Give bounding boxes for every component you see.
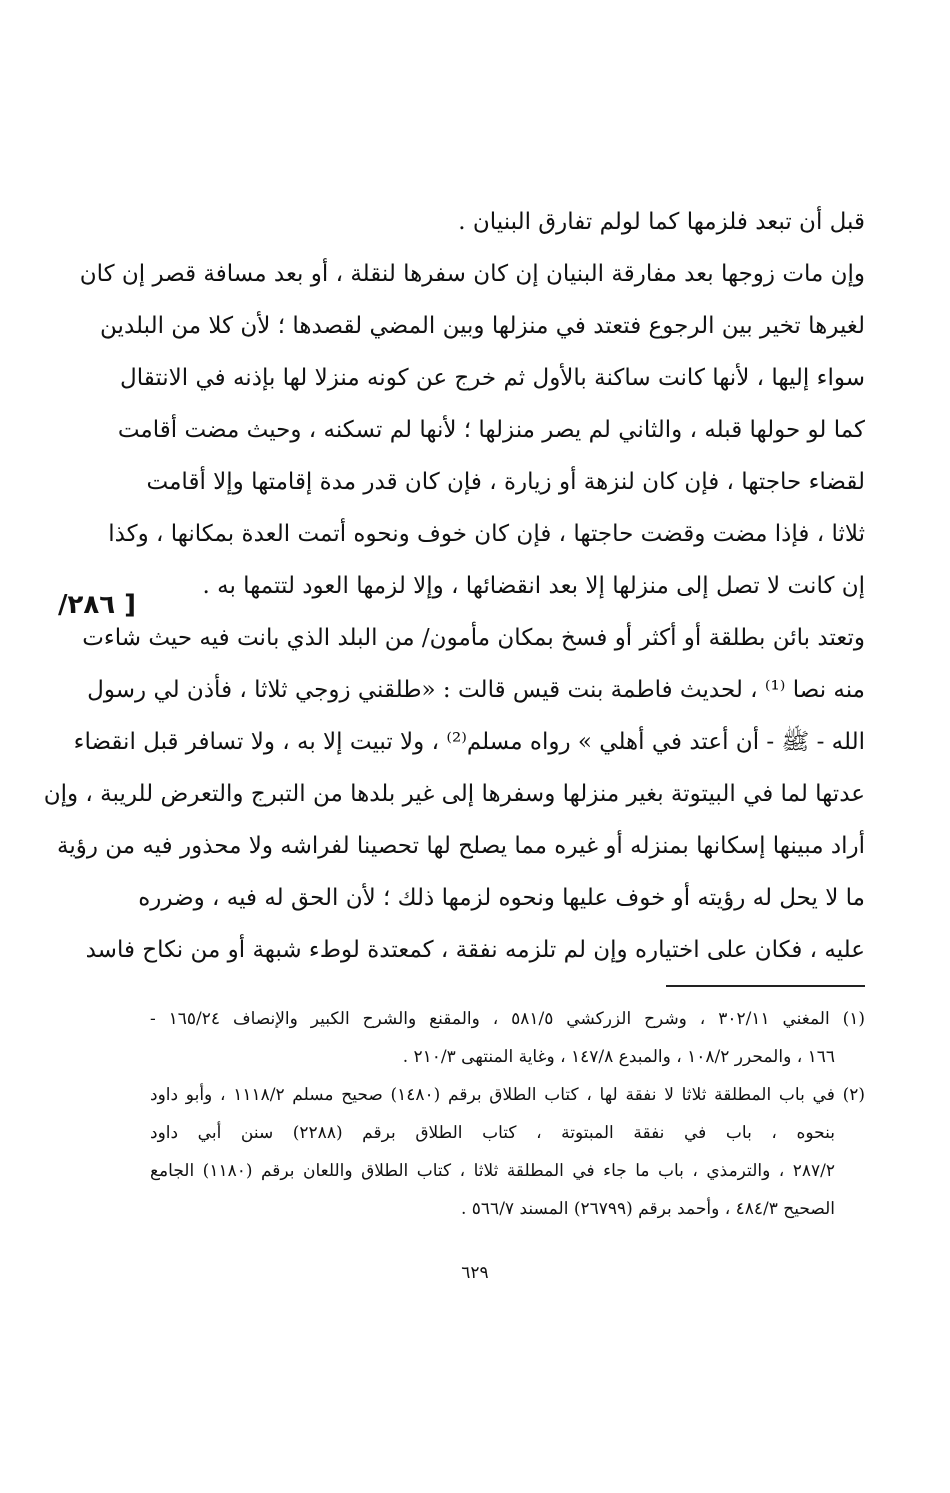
text-line: عدتها لما في البيتوتة بغير منزلها وسفرها إلى غير بلدها من التبرج والتعرض للريبة ، وإن [43,781,865,807]
footnote-line: (٢) في باب المطلقة ثلاثا لا نفقة لها ، كتاب الطلاق برقم (١٤٨٠) صحيح مسلم ١١١٨/٢ ، وأبو داود [150,1085,865,1105]
page-number: ٦٢٩ [461,1263,489,1283]
footnote-line: (١) المغني ٣٠٢/١١ ، وشرح الزركشي ٥٨١/٥ ، والمقنع والشرح الكبير والإنصاف ١٦٥/٢٤ - [150,1009,866,1029]
text-line: ثلاثا ، فإذا مضت وقضت حاجتها ، فإن كان خوف ونحوه أتمت العدة بمكانها ، وكذا [108,521,865,547]
text-line: قبل أن تبعد فلزمها كما لولم تفارق البنيان . [458,209,865,235]
footnote-divider [666,985,865,987]
text-line: عليه ، فكان على اختياره وإن لم تلزمه نفقة ، كمعتدة لوطء شبهة أو من نكاح فاسد [85,937,865,963]
text-line: منه نصا ⁽¹⁾ ، لحديث فاطمة بنت قيس قالت : «طلقني زوجي ثلاثا ، فأذن لي رسول [87,677,865,703]
text-line: لقضاء حاجتها ، فإن كان لنزهة أو زيارة ، فإن كان قدر مدة إقامتها وإلا أقامت [146,469,865,495]
footnote-line: بنحوه ، باب في نفقة المبتوتة ، كتاب الطلاق برقم (٢٢٨٨) سنن أبي داود [150,1123,835,1143]
footnote-line: ١٦٦ ، والمحرر ١٠٨/٢ ، والمبدع ١٤٧/٨ ، وغاية المنتهى ٢١٠/٣ . [402,1047,835,1067]
text-line: سواء إليها ، لأنها كانت ساكنة بالأول ثم خرج عن كونه منزلا لها بإذنه في الانتقال [119,365,865,391]
text-line: وتعتد بائن بطلقة أو أكثر أو فسخ بمكان مأمون/ من البلد الذي بانت فيه حيث شاءت [82,625,865,651]
footnote-line: ٢٨٧/٢ ، والترمذي ، باب ما جاء في المطلقة ثلاثا ، كتاب الطلاق واللعان برقم (١١٨٠) الجامع [150,1161,836,1181]
manuscript-page-reference: [ ٢٨٦/ [58,590,137,620]
text-line: وإن مات زوجها بعد مفارقة البنيان إن كان سفرها لنقلة ، أو بعد مسافة قصر إن كان [79,261,865,287]
text-line: لغيرها تخير بين الرجوع فتعتد في منزلها وبين المضي لقصدها ؛ لأن كلا من البلدين [100,313,865,339]
text-line: كما لو حولها قبله ، والثاني لم يصر منزلها ؛ لأنها لم تسكنه ، وحيث مضت أقامت [117,417,865,443]
text-line: أراد مبينها إسكانها بمنزله أو غيره مما يصلح لها تحصينا لفراشه ولا محذور فيه من رؤية [57,833,865,859]
footnote-line: الصحيح ٤٨٤/٣ ، وأحمد برقم (٢٦٧٩٩) المسند ٥٦٦/٧ . [460,1199,835,1219]
text-line: ما لا يحل له رؤيته أو خوف عليها ونحوه لزمها ذلك ؛ لأن الحق له فيه ، وضرره [138,885,865,911]
footnotes-block [150,1000,865,1228]
text-line: الله - ﷺ - أن أعتد في أهلي » رواه مسلم⁽²⁾ ، ولا تبيت إلا به ، ولا تسافر قبل انقضاء [73,729,865,755]
text-line: إن كانت لا تصل إلى منزلها إلا بعد انقضائها ، وإلا لزمها العود لتتمها به . [202,573,865,599]
